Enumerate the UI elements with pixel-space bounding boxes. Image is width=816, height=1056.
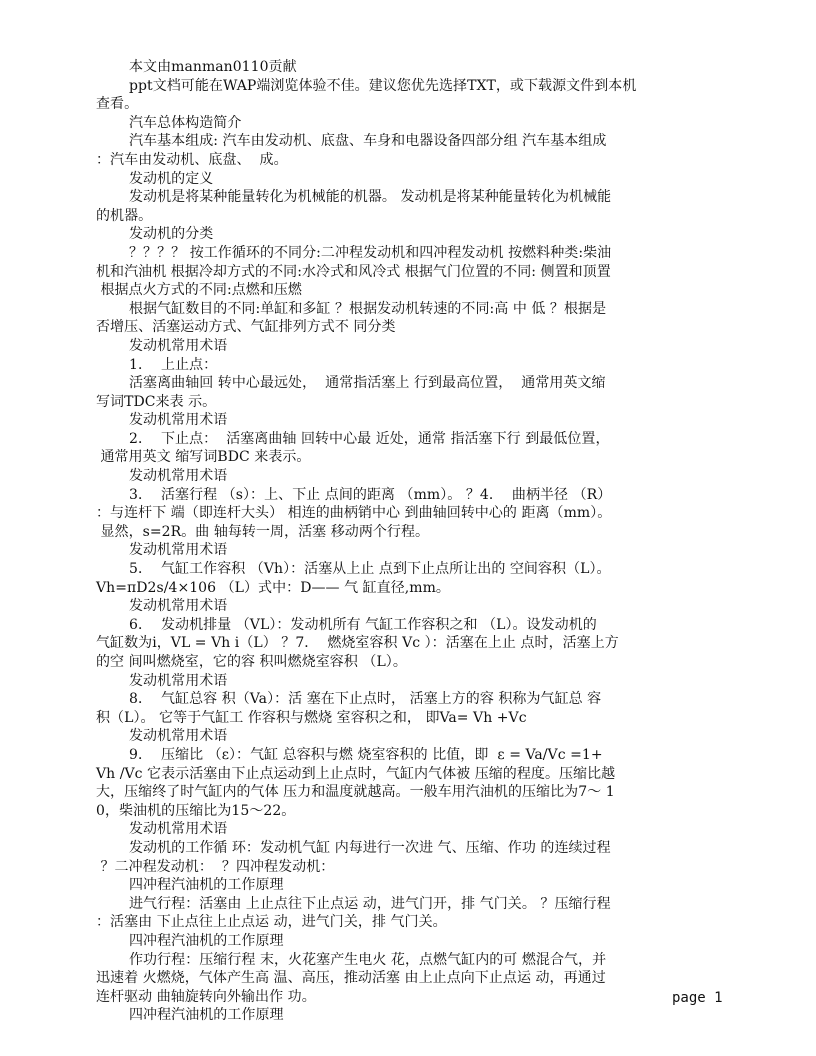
text-line: 发动机的工作循 环：发动机气缸 内每进行一次进 气、压缩、作功 的连续过程: [129, 839, 611, 856]
text-line: 3． 活塞行程 （s）：上、下止 点间的距离 （mm）。 ？4． 曲柄半径 （R）: [129, 486, 612, 503]
text-line: 气缸数为i，VL = Vh i（L） ？7． 燃烧室容积 Vc ）：活塞在上止 点时，活塞上方: [96, 635, 619, 652]
text-line: Vh=πD2s/4×106 （L）式中：D—— 气 缸直径,mm。: [96, 579, 450, 596]
text-line: ppt文档可能在WAP端浏览体验不佳。建议您优先选择TXT，或下载源文件到本机: [129, 77, 637, 94]
text-line: 6． 发动机排量 （VL）：发动机所有 气缸工作容积之和 （L）。设发动机的: [129, 616, 597, 633]
text-line: ？？？？ 按工作循环的不同分:二冲程发动机和四冲程发动机 按燃料种类:柴油: [129, 244, 612, 261]
text-line: 9． 压缩比 （ε）：气缸 总容积与燃 烧室容积的 比值，即 ε = Va/Vc =1+: [129, 746, 603, 763]
page-number: page 1: [672, 990, 723, 1006]
text-line: 1． 上止点：: [129, 356, 218, 373]
text-line: 发动机的分类: [129, 226, 214, 243]
text-line: ：汽车由发动机、底盘、 成。: [96, 151, 288, 168]
text-line: 四冲程汽油机的工作原理: [129, 1007, 284, 1024]
text-line: 发动机常用术语: [129, 728, 228, 745]
text-line: 发动机常用术语: [129, 412, 228, 429]
text-line: 汽车总体构造简介: [129, 114, 242, 131]
text-line: 本文由manman0110贡献: [129, 59, 297, 75]
text-line: 根据气缸数目的不同:单缸和多缸 ？根据发动机转速的不同:高 中 低 ？根据是: [129, 300, 607, 317]
text-line: 进气行程：活塞由 上止点往下止点运 动，进气门开，排 气门关。 ？压缩行程: [129, 895, 611, 912]
text-line: 发动机的定义: [129, 170, 214, 187]
text-line: 发动机常用术语: [129, 542, 228, 559]
text-line: 0，柴油机的压缩比为15～22。: [96, 802, 296, 819]
text-line: 的机器。: [96, 207, 153, 224]
text-line: 根据点火方式的不同:点燃和压燃: [96, 282, 302, 299]
document-body: [96, 58, 716, 1025]
text-line: 四冲程汽油机的工作原理: [129, 932, 284, 949]
text-line: 汽车基本组成: 汽车由发动机、底盘、车身和电器设备四部分组 汽车基本组成: [129, 133, 607, 150]
text-line: Vh /Vc 它表示活塞由下止点运动到上止点时，气缸内气体被 压缩的程度。压缩比越: [96, 765, 616, 782]
text-line: 查看。: [96, 96, 139, 113]
text-line: ：与连杆下 端（即连杆大头） 相连的曲柄销中心 到曲轴回转中心的 距离（mm）。: [96, 505, 612, 522]
text-line: 发动机常用术语: [129, 821, 228, 838]
text-line: 四冲程汽油机的工作原理: [129, 877, 284, 894]
text-line: 作功行程：压缩行程 末，火花塞产生电火 花，点燃气缸内的可 燃混合气，并: [129, 951, 607, 968]
text-line: 否增压、活塞运动方式、气缸排列方式不 同分类: [96, 319, 396, 336]
text-line: 5． 气缸工作容积 （Vh）：活塞从上止 点到下止点所让出的 空间容积（L）。: [129, 561, 611, 578]
text-line: 迅速着 火燃烧，气体产生高 温、高压，推动活塞 由上止点向下止点运 动，再通过: [96, 970, 606, 987]
text-line: 2． 下止点： 活塞离曲轴 回转中心最 近处，通常 指活塞下行 到最低位置，: [129, 430, 610, 447]
text-line: 发动机是将某种能量转化为机械能的机器。 发动机是将某种能量转化为机械能: [129, 189, 612, 206]
text-line: 通常用英文 缩写词BDC 来表示。: [96, 449, 311, 466]
text-line: 8． 气缸总容 积（Va）：活 塞在下止点时， 活塞上方的容 积称为气缸总 容: [129, 691, 602, 708]
text-line: ：活塞由 下止点往上止点运 动，进气门关，排 气门关。: [96, 914, 447, 931]
text-line: 显然，s=2R。曲 轴每转一周，活塞 移动两个行程。: [96, 523, 430, 540]
text-line: 积（L）。 它等于气缸工 作容积与燃烧 室容积之和， 即Va= Vh +Vc: [96, 709, 527, 726]
text-line: 活塞离曲轴回 转中心最远处， 通常指活塞上 行到最高位置， 通常用英文缩: [129, 375, 606, 392]
text-line: 的空 间叫燃烧室，它的容 积叫燃烧室容积 （L）。: [96, 654, 407, 670]
text-line: 发动机常用术语: [129, 672, 228, 689]
text-line: 发动机常用术语: [129, 468, 228, 485]
text-line: 机和汽油机 根据冷却方式的不同:水冷式和风冷式 根据气门位置的不同: 侧置和顶置: [96, 263, 611, 280]
text-line: 发动机常用术语: [129, 598, 228, 615]
text-line: 连杆驱动 曲轴旋转向外输出作 功。: [96, 988, 316, 1005]
text-line: ？二冲程发动机： ？四冲程发动机：: [96, 858, 335, 875]
text-line: 发动机常用术语: [129, 337, 228, 354]
text-line: 写词TDC来表 示。: [96, 393, 217, 410]
text-line: 大，压缩终了时气缸内的气体 压力和温度就越高。一般车用汽油机的压缩比为7～ 1: [96, 784, 615, 801]
